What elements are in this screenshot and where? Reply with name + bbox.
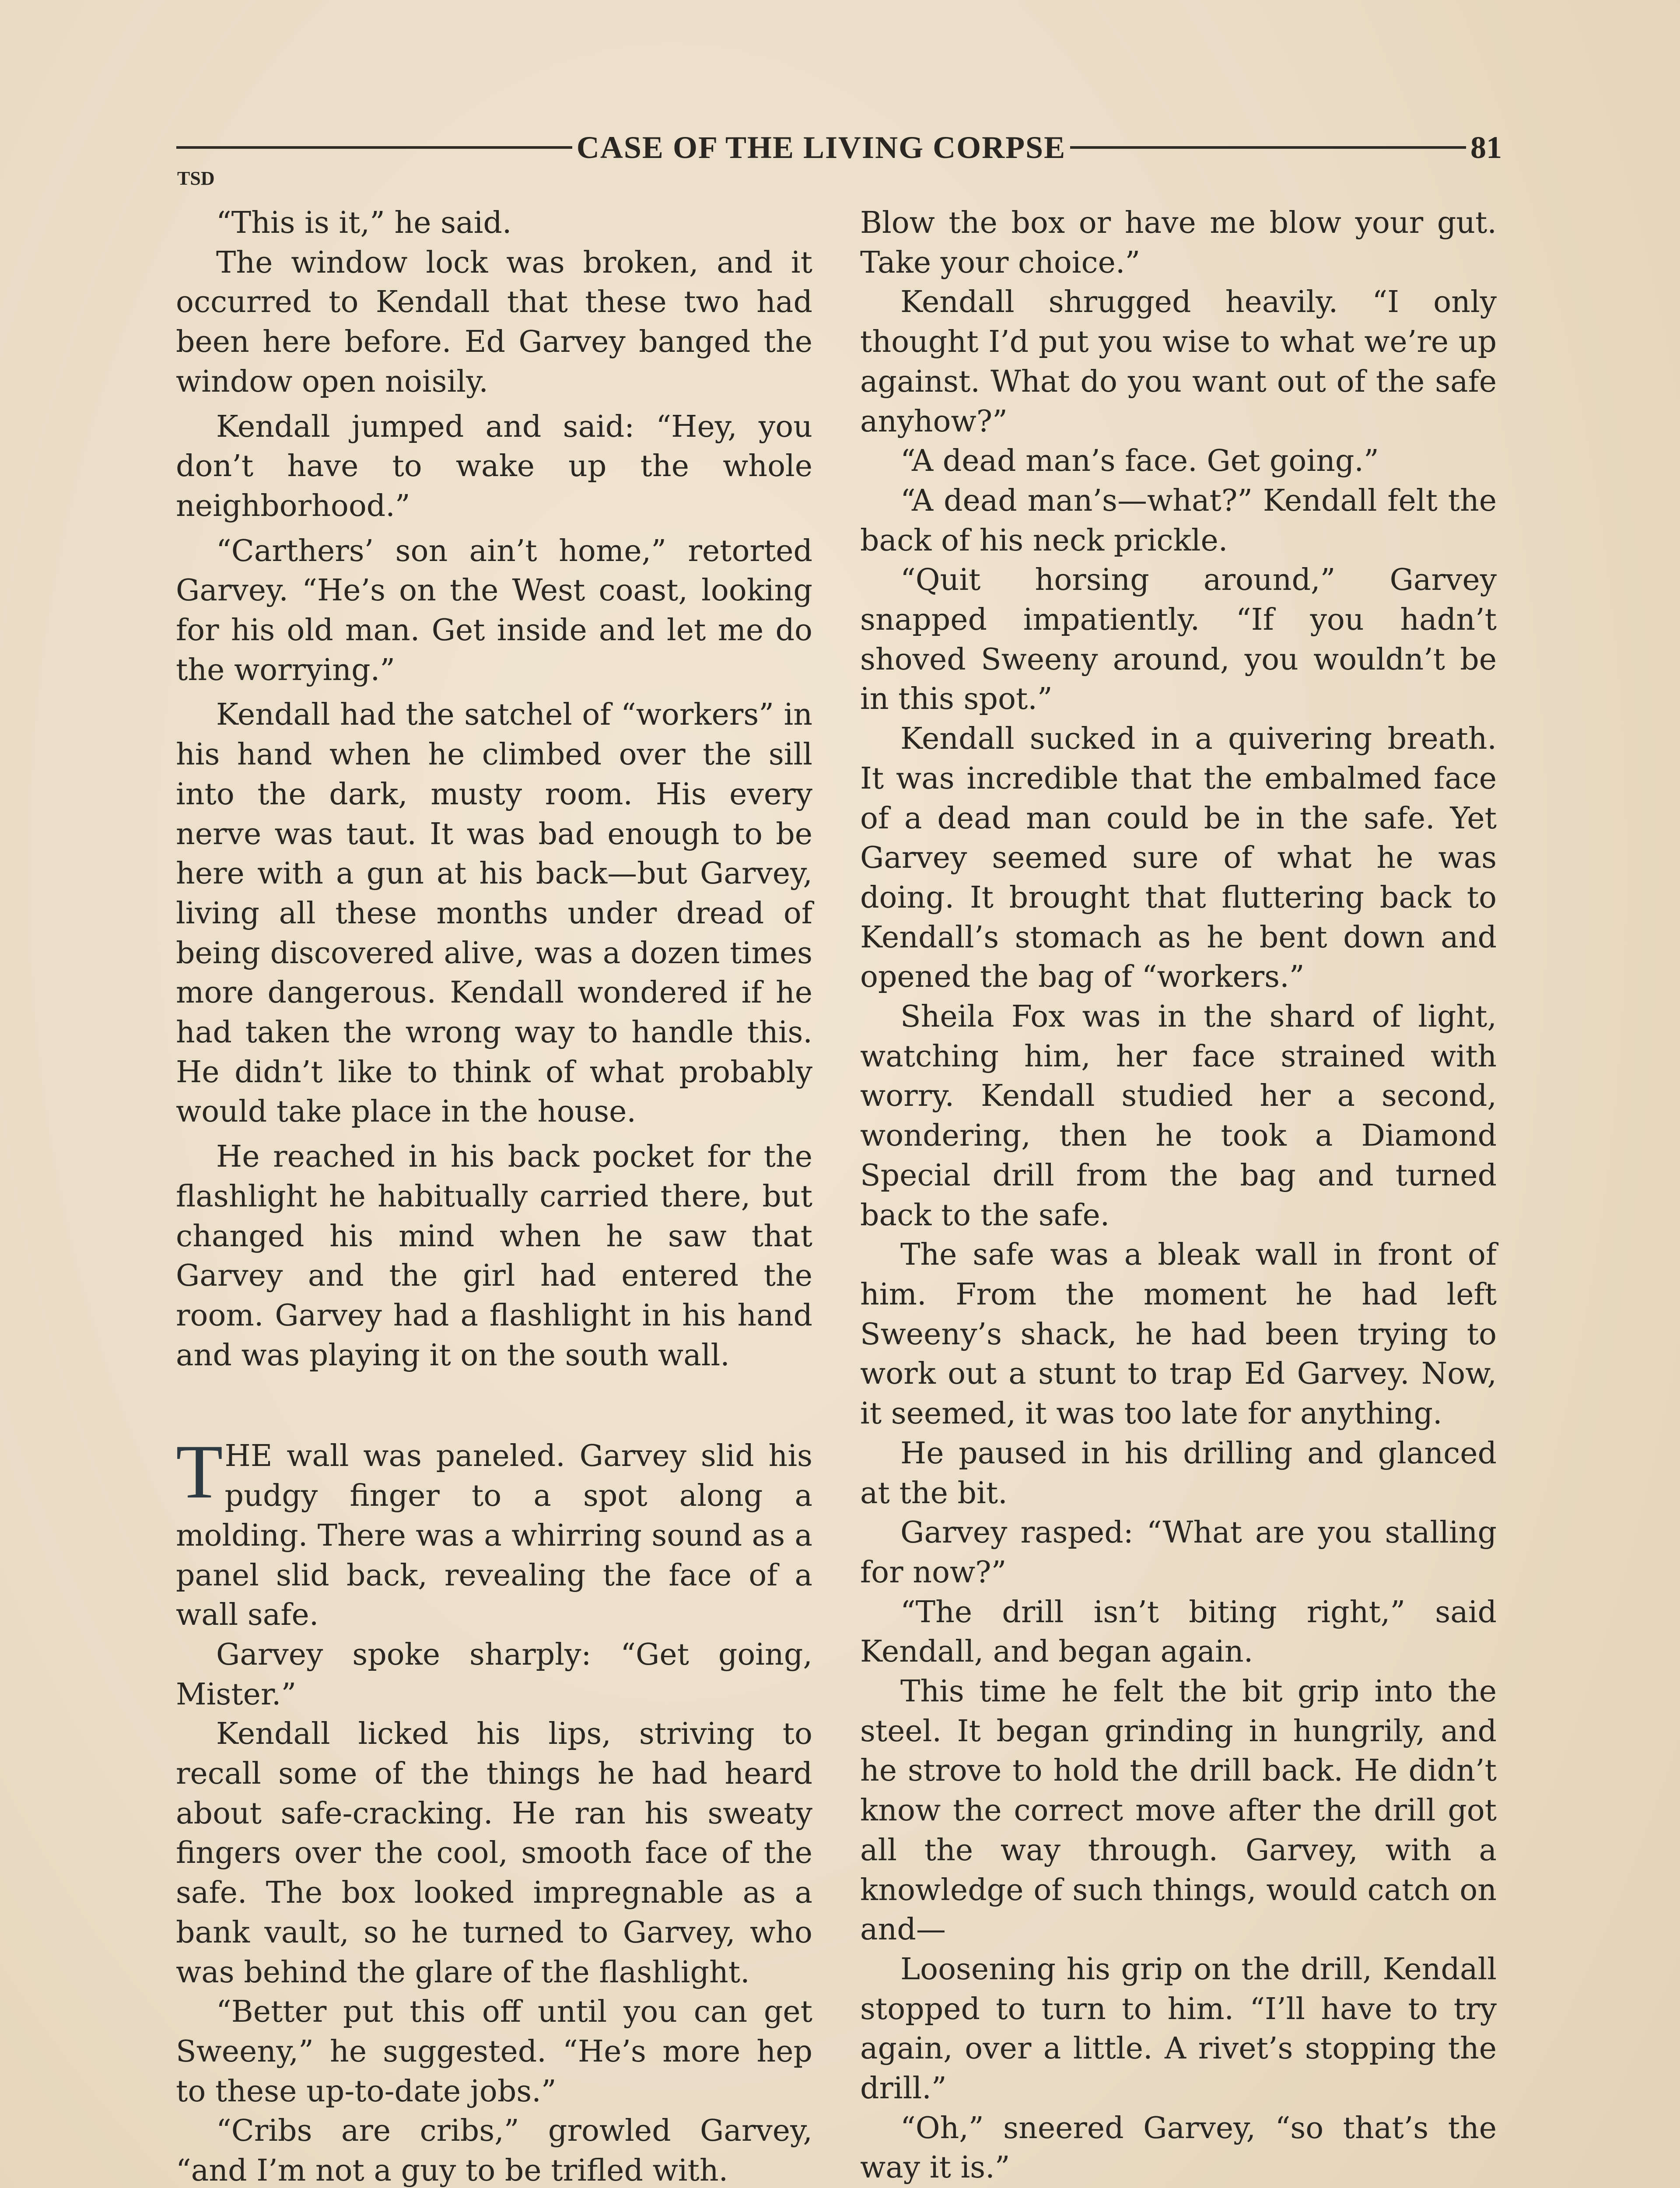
paragraph: “Carthers’ son ain’t home,” retorted Garvey. “He’s on the West coast, looking for his old man. Get inside and let me do the worrying.” (176, 533, 812, 687)
right-column (860, 203, 1497, 2188)
paragraph: Garvey rasped: “What are you stalling for now?” (860, 1515, 1497, 1590)
paragraph: “This is it,” he said. (216, 206, 512, 240)
running-header (176, 123, 1502, 172)
paragraph: Kendall sucked in a quivering breath. It was incredible that the embalmed face of a dead man could be in the safe. Yet Garvey seemed sure of what he was doing. It brought that fluttering back to Kendall’s stomach as he bent down and opened the bag of “workers.” (860, 722, 1497, 995)
section-break (176, 1375, 812, 1437)
dropcap-paragraph-text: HE wall was paneled. Garvey slid his pudgy finger to a spot along a molding. There was a whirring sound as a panel slid back, revealing the face of a wall safe. (176, 1439, 812, 1633)
dropcap-paragraph (176, 1429, 812, 1635)
header-rule-right (1070, 146, 1466, 149)
drop-cap: T (176, 1429, 223, 1515)
paragraph: Kendall licked his lips, striving to recall some of the things he had heard about safe-cracking. He ran his sweaty fingers over the cool, smooth face of the safe. The box looked impregnable as a bank vault, so he turned to Garvey, who was behind the glare of the flashlight. (176, 1717, 812, 1990)
paragraph: He paused in his drilling and glanced at the bit. (860, 1436, 1497, 1511)
paragraph: “The drill isn’t biting right,” said Kendall, and began again. (860, 1595, 1497, 1669)
paragraph: This time he felt the bit grip into the steel. It began grinding in hungrily, and he strove to hold the drill back. He didn’t know the correct move after the drill got all the way through. Garvey, with a knowledge of such things, would catch on and— (860, 1674, 1497, 1947)
header-rule-left (176, 146, 572, 149)
paragraph: “Oh,” sneered Garvey, “so that’s the way it is.” (860, 2111, 1497, 2185)
paragraph: He reached in his back pocket for the flashlight he habitually carried there, but changed his mind when he saw that Garvey and the girl had entered the room. Garvey had a flashlight in his hand and was playing it on the south wall. (176, 1140, 812, 1373)
paragraph: Kendall shrugged heavily. “I only thought I’d put you wise to what we’re up against. What do you want out of the safe anyhow?” (860, 285, 1497, 439)
paragraph: “Cribs are cribs,” growled Garvey, “and I’m not a guy to be trifled with. (176, 2114, 812, 2188)
paragraph: Kendall jumped and said: “Hey, you don’t have to wake up the whole neighborhood.” (176, 409, 812, 523)
paragraph-continuation: Blow the box or have me blow your gut. Take your choice.” (860, 206, 1497, 280)
paragraph: The safe was a bleak wall in front of him. From the moment he had left Sweeny’s shack, he had been trying to work out a stunt to trap Ed Garvey. Now, it seemed, it was too late for anything. (860, 1238, 1497, 1431)
publisher-tag: TSD (177, 168, 215, 189)
paragraph: Kendall had the satchel of “workers” in his hand when he climbed over the sill into the dark, musty room. His every nerve was taut. It was bad enough to be here with a gun at his back—but Garvey, living all these months under dread of being discovered alive, was a dozen times more dangerous. Kendall wondered if he had taken the wrong way to handle this. He didn’t like to think of what probably would take place in the house. (176, 698, 812, 1129)
paragraph: “Quit horsing around,” Garvey snapped impatiently. “If you hadn’t shoved Sweeny around, you wouldn’t be in this spot.” (860, 563, 1497, 717)
paragraph: “A dead man’s—what?” Kendall felt the back of his neck prickle. (860, 483, 1497, 558)
left-column (176, 203, 812, 2188)
paragraph: “Better put this off until you can get Sweeny,” he suggested. “He’s more hep to these up-to-date jobs.” (176, 1995, 812, 2109)
paragraph: “A dead man’s face. Get going.” (900, 444, 1379, 479)
paragraph: The window lock was broken, and it occurred to Kendall that these two had been here before. Ed Garvey banged the window open noisily. (176, 245, 812, 399)
page-number: 81 (1470, 130, 1502, 165)
running-title: CASE OF THE LIVING CORPSE (576, 130, 1066, 165)
paragraph: Sheila Fox was in the shard of light, watching him, her face strained with worry. Kendall studied her a second, wondering, then he took a Diamond Special drill from the bag and turned back to the safe. (860, 999, 1497, 1233)
paragraph: Loosening his grip on the drill, Kendall stopped to turn to him. “I’ll have to try again, over a little. A rivet’s stopping the drill.” (860, 1952, 1497, 2106)
paragraph: Garvey spoke sharply: “Get going, Mister.” (176, 1637, 812, 1712)
